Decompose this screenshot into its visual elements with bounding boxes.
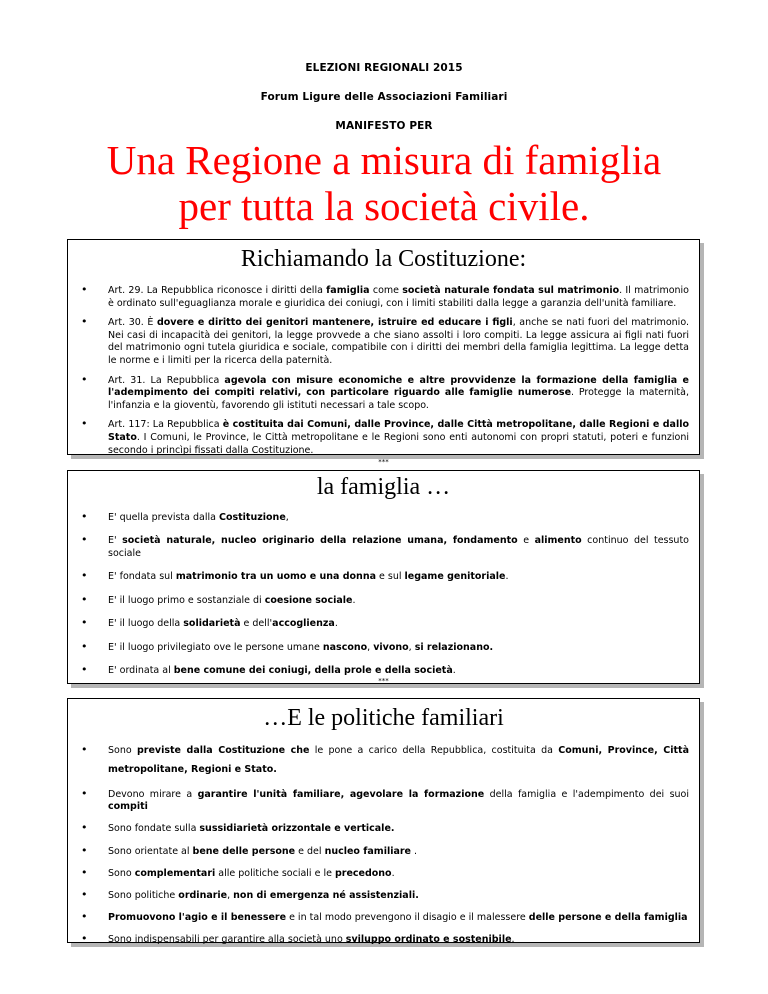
- list-item: [68, 887, 699, 903]
- bullet-icon: •: [81, 843, 88, 857]
- text: Art. 30. È: [108, 317, 157, 329]
- bold-text: bene delle persone: [192, 845, 296, 857]
- text: .: [452, 664, 456, 676]
- bold-text: previste dalla Costituzione che: [136, 745, 310, 756]
- text: E' il luogo primo e sostanziale di: [108, 594, 265, 606]
- bullet-icon: •: [81, 315, 88, 329]
- header-manifesto: MANIFESTO PER: [335, 120, 433, 132]
- text: della famiglia e l'adempimento dei suoi: [484, 788, 689, 800]
- list-item: [68, 618, 699, 631]
- bullet-icon: •: [81, 533, 88, 547]
- list-item: [68, 512, 699, 525]
- bullet-icon: •: [81, 821, 88, 835]
- text: Sono: [108, 745, 137, 756]
- bold-text: si relazionano.: [414, 641, 494, 653]
- bold-text: dovere e diritto dei genitori mantenere, istruire ed educare i figli: [156, 317, 513, 329]
- text: .: [411, 845, 418, 857]
- text: .: [352, 594, 356, 606]
- bold-text: agevola con misure economiche e altre provvidenze la formazione della famiglia e l'adempimento dei compiti relativi, con particolare riguardo alle famiglie numerose: [108, 374, 689, 399]
- bold-text: vivono: [373, 641, 409, 653]
- text: .: [505, 571, 509, 583]
- bold-text: accoglienza: [272, 618, 335, 630]
- bullet-icon: •: [81, 592, 88, 606]
- text: ,: [227, 889, 234, 901]
- text: ,: [408, 641, 415, 653]
- text: Sono: [108, 867, 135, 879]
- text: . Il matrimonio è ordinato sull'eguaglianza morale e giuridica dei coniugi, con i limiti stabiliti dalla legge a garanzia dell'unità familiare.: [108, 285, 689, 309]
- constitution-list: [68, 285, 699, 457]
- list-item: [68, 823, 699, 836]
- bullet-icon: •: [81, 417, 88, 431]
- header-election: ELEZIONI REGIONALI 2015: [305, 62, 463, 74]
- text: Sono fondate sulla: [108, 823, 200, 835]
- constitution-separator: ***: [378, 458, 389, 467]
- bold-text: complementari: [134, 867, 216, 879]
- text: alle politiche sociali e le: [215, 867, 335, 879]
- list-item: [68, 662, 699, 678]
- policies-heading: …E le politiche familiari: [263, 705, 504, 731]
- bullet-icon: •: [81, 865, 88, 879]
- list-item: [68, 934, 699, 947]
- text: continuo del tessuto sociale: [108, 535, 689, 559]
- bold-text: società naturale, nucleo originario della relazione umana, fondamento: [122, 535, 518, 547]
- bold-text: non di emergenza né assistenziali.: [233, 889, 419, 901]
- bold-text: precedono: [334, 867, 392, 879]
- header-forum: Forum Ligure delle Associazioni Familiari: [260, 91, 508, 103]
- bold-text: nucleo familiare: [324, 845, 412, 857]
- text: E' quella prevista dalla: [108, 512, 219, 523]
- text: . I Comuni, le Province, le Città metropolitane e le Regioni sono enti autonomi con propri statuti, poteri e funzioni secondo i princìpi fissati dalla Costituzione.: [108, 431, 689, 456]
- list-item: [68, 571, 699, 584]
- bold-text: matrimonio tra un uomo e una donna: [175, 571, 376, 583]
- bold-text: bene comune dei coniugi, della prole e della società: [173, 664, 453, 676]
- main-title-line-2: per tutta la società civile.: [178, 183, 590, 229]
- bold-text: Promuovono l'agio e il benessere: [108, 912, 287, 924]
- list-item: [68, 865, 699, 881]
- list-item: [68, 843, 699, 859]
- bold-text: società naturale fondata sul matrimonio: [402, 285, 620, 296]
- list-item: [68, 592, 699, 608]
- bold-text: sviluppo ordinato e sostenibile: [345, 934, 512, 946]
- text: Devono mirare a: [108, 788, 198, 800]
- text: come: [369, 285, 403, 296]
- constitution-heading: Richiamando la Costituzione:: [240, 246, 527, 272]
- text: e del: [295, 845, 325, 857]
- list-item: [68, 372, 699, 413]
- bold-text: solidarietà: [183, 618, 241, 630]
- text: . Protegge la maternità, l'infanzia e la gioventù, favorendo gli istituti necessari a tale scopo.: [108, 387, 689, 411]
- policies-box: [67, 698, 700, 946]
- text: .: [334, 618, 338, 630]
- bold-text: ordinarie: [178, 889, 228, 901]
- family-separator: ***: [378, 676, 389, 685]
- bullet-icon: •: [81, 510, 88, 523]
- bullet-icon: •: [81, 910, 88, 924]
- bullet-icon: •: [81, 639, 88, 653]
- bullet-icon: •: [81, 743, 88, 756]
- policies-list: [68, 741, 699, 947]
- bullet-icon: •: [81, 932, 88, 946]
- text: e dell': [240, 618, 273, 630]
- list-item: [68, 535, 699, 560]
- constitution-box: [67, 239, 700, 467]
- family-heading: la famiglia …: [316, 474, 451, 500]
- bold-text: legame genitoriale: [404, 571, 506, 583]
- text: Art. 31. La Repubblica: [108, 374, 225, 386]
- bold-text: coesione sociale: [264, 594, 353, 606]
- text: E': [108, 535, 123, 547]
- text: Sono indispensabili per garantire alla società uno: [108, 934, 346, 946]
- text: le pone a carico della Repubblica, costituita da: [309, 745, 559, 756]
- text: e in tal modo prevengono il disagio e il malessere: [286, 912, 529, 924]
- text: , anche se nati fuori del matrimonio. Nei casi di incapacità dei genitori, la legge provvede a che siano assolti i loro compiti. La legge assicura ai figli nati fuori del matrimonio ogni tutela giuridica e sociale, compatibile con i diritti dei membri della famiglia legittima. La legge detta le norme e i limiti per la ricerca della paternità.: [108, 317, 689, 366]
- text: Sono politiche: [108, 889, 179, 901]
- bullet-icon: •: [81, 887, 88, 901]
- text: E' il luogo della: [108, 618, 184, 630]
- bold-text: nascono: [322, 641, 368, 653]
- bold-text: Comuni, Province, Città metropolitane, Regioni e Stato.: [108, 745, 689, 775]
- bold-text: sussidiarietà orizzontale e verticale.: [199, 823, 395, 835]
- list-item: [68, 317, 699, 367]
- bold-text: compiti: [108, 801, 148, 813]
- text: .: [511, 934, 515, 946]
- text: ,: [367, 641, 374, 653]
- bold-text: Costituzione: [218, 512, 286, 523]
- family-list: [68, 512, 699, 678]
- text: E' ordinata al: [108, 664, 174, 676]
- list-item: [68, 639, 699, 655]
- list-item: [68, 419, 699, 457]
- main-title-line-1: Una Regione a misura di famiglia: [106, 137, 662, 183]
- list-item: [68, 786, 699, 814]
- bullet-icon: •: [81, 786, 88, 800]
- bullet-icon: •: [81, 662, 88, 676]
- text: ,: [285, 512, 289, 523]
- bullet-icon: •: [81, 616, 88, 630]
- bold-text: è costituita dai Comuni, dalle Province, dalle Città metropolitane, dalle Regioni e dallo Stato: [108, 419, 689, 443]
- bullet-icon: •: [81, 283, 88, 296]
- text: Sono orientate al: [108, 845, 193, 857]
- bullet-icon: •: [81, 372, 88, 386]
- list-item: [68, 741, 699, 779]
- text: Art. 117: La Repubblica: [108, 419, 223, 431]
- list-item: [68, 285, 699, 310]
- text: E' il luogo privilegiato ove le persone umane: [108, 641, 323, 653]
- text: .: [391, 867, 395, 879]
- bold-text: famiglia: [326, 285, 370, 296]
- family-box: [67, 470, 700, 684]
- text: Art. 29. La Repubblica riconosce i diritti della: [108, 285, 327, 296]
- bold-text: alimento: [534, 535, 582, 547]
- text: E' fondata sul: [108, 571, 176, 583]
- bold-text: garantire l'unità familiare, agevolare la formazione: [197, 788, 485, 800]
- text: e sul: [376, 571, 405, 583]
- list-item: [68, 912, 699, 925]
- text: e: [517, 535, 535, 547]
- bold-text: delle persone e della famiglia: [528, 912, 688, 924]
- bullet-icon: •: [81, 569, 88, 583]
